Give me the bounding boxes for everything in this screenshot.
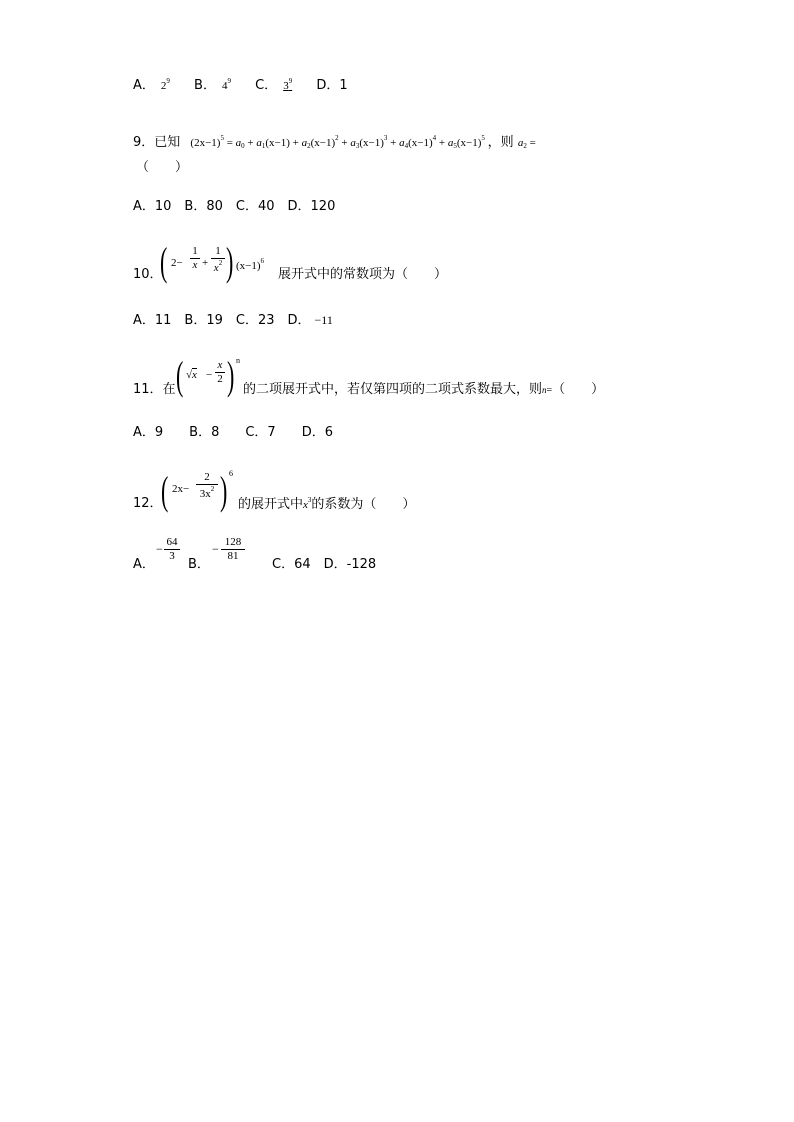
- q12-text: [238, 497, 415, 511]
- q8-a-exp: 9: [166, 77, 170, 85]
- q12-option-b-sign: −: [212, 542, 219, 556]
- q11-eq: =: [546, 385, 553, 396]
- q10-tail-exp: 6: [260, 257, 265, 265]
- q12-option-a-label: A．: [133, 557, 155, 572]
- q12-option-a-frac: [164, 537, 180, 562]
- q10-tail: [236, 258, 264, 272]
- q11-number: 11．在: [133, 382, 176, 397]
- q9-a1: a: [256, 137, 262, 149]
- q12-frac-den-exp: 2: [210, 485, 215, 493]
- q10-frac2-den: x: [213, 262, 219, 274]
- q9-a4-exp: 4: [432, 134, 437, 142]
- q8-option-c-label: C．: [255, 78, 278, 93]
- q11-text-body: 的二项展开式中，若仅第四项的二项式系数最大，则: [243, 382, 543, 397]
- q9-plus-1: +: [247, 137, 254, 149]
- q10-frac1-den: x: [192, 259, 198, 271]
- q9-a3: a: [350, 137, 356, 149]
- q10-tail-base: (x−1): [236, 260, 261, 272]
- q12-option-b-label: B．: [188, 557, 210, 572]
- q8-b-base: 4: [221, 80, 228, 92]
- q11-text: [243, 383, 604, 396]
- q9-a3-factor: (x−1): [359, 137, 384, 149]
- q9-a4-sub: 4: [404, 142, 409, 150]
- q12-text-2: 的系数为（ ）: [311, 497, 416, 512]
- q9-a5: a: [447, 137, 454, 149]
- q8-option-c: [283, 77, 293, 92]
- q8-option-b-label: B．: [194, 78, 216, 93]
- q9-number: 9．已知: [133, 135, 181, 150]
- q12-frac: [196, 472, 218, 500]
- q11-left-paren: (: [176, 353, 184, 398]
- q10-frac1: [190, 246, 200, 271]
- q8-option-d: D．1: [316, 78, 348, 93]
- q9-ask-a: a: [517, 137, 524, 149]
- q10-options: [133, 314, 333, 327]
- q10-frac2-num: 1: [215, 245, 221, 257]
- q12-text-1: 的展开式中: [238, 497, 304, 512]
- q12-option-b-frac: [221, 537, 245, 562]
- q10-plus: +: [202, 257, 209, 269]
- q12-frac-num: 2: [204, 471, 210, 483]
- q12-lead: 2x−: [172, 483, 190, 495]
- q11-sqrt-x: x: [192, 369, 197, 381]
- q8-option-b: [221, 77, 231, 92]
- q8-options: [133, 78, 348, 92]
- q10-options-text: A．11 B．19 C．23 D．: [133, 313, 311, 328]
- q9-ask-eq: =: [529, 137, 536, 149]
- q9-a3-sub: 3: [355, 142, 360, 150]
- q12-frac-den: 3x: [199, 488, 211, 500]
- q8-a-base: 2: [160, 80, 167, 92]
- q8-b-exp: 9: [227, 77, 231, 85]
- q9-a5-factor: (x−1): [456, 137, 482, 149]
- q9-a2-factor: (x−1): [310, 137, 336, 149]
- q9-a5-exp: 5: [481, 134, 485, 142]
- q12-x3-base: x: [303, 499, 308, 511]
- q9-plus-2: +: [292, 137, 299, 149]
- q9-ask: [518, 137, 536, 149]
- q8-option-a: [160, 77, 170, 92]
- q9-then: ，则: [487, 135, 514, 150]
- q11-frac-num: x: [217, 359, 223, 371]
- q8-c-exp: 9: [288, 77, 293, 85]
- q9-ask-sub: 2: [523, 142, 527, 150]
- q10-frac1-num: 1: [192, 245, 198, 257]
- q11-minus: −: [206, 369, 213, 381]
- q9-a4: a: [399, 137, 405, 149]
- q10-frac2-den-exp: 2: [218, 259, 223, 267]
- q12-a-den: 3: [169, 550, 175, 562]
- q12-left-paren: (: [161, 468, 169, 513]
- q10-left-paren: (: [160, 239, 168, 284]
- q10-two: 2−: [171, 257, 183, 269]
- q11-options: A．9 B．8 C．7 D．6: [133, 425, 333, 440]
- q10-option-d-value: −11: [314, 313, 333, 327]
- q9-a4-factor: (x−1): [408, 137, 433, 149]
- q8-c-base: 3: [283, 80, 289, 92]
- q11-frac: [215, 360, 225, 385]
- q9-a2-exp: 2: [335, 134, 339, 142]
- q11-sqrt: [186, 370, 197, 381]
- q9-a5-sub: 5: [453, 142, 457, 150]
- q9-a3-exp: 3: [383, 134, 388, 142]
- q12-x3-exp: 3: [307, 496, 312, 504]
- q12-right-paren: ): [220, 468, 228, 513]
- q12-options-cd: C．64 D．-128: [272, 557, 377, 572]
- q12-b-num: 128: [224, 536, 242, 548]
- q9-a2-sub: 2: [307, 142, 311, 150]
- q10-frac2: [211, 246, 225, 274]
- q11-frac-den: 2: [217, 373, 223, 385]
- q8-option-a-label: A．: [133, 78, 155, 93]
- q11-exp: n: [236, 356, 240, 365]
- q9-a2: a: [301, 137, 308, 149]
- q9-lhs: (2x−1): [190, 137, 221, 149]
- q9-equals: =: [226, 137, 233, 149]
- q11-n: n: [542, 385, 547, 395]
- q9-lhs-exp: 5: [220, 134, 224, 142]
- q9-a0: a: [235, 137, 242, 149]
- q12-exp: 6: [229, 469, 233, 478]
- q12-b-den: 81: [227, 550, 239, 562]
- q9-plus-4: +: [390, 137, 397, 149]
- radical-icon: √: [186, 369, 193, 381]
- q10-text: 展开式中的常数项为（ ）: [278, 267, 448, 282]
- q9-equation: [190, 134, 487, 150]
- q9-stem: [133, 135, 536, 150]
- q9-options: A．10 B．80 C．40 D．120: [133, 199, 336, 214]
- q11-right-paren: ): [227, 353, 235, 398]
- q12-a-num: 64: [166, 536, 178, 548]
- q10-number: 10．: [133, 267, 163, 282]
- q9-blank: （ ）: [136, 160, 189, 175]
- q9-a1-sub: 1: [261, 142, 266, 150]
- q11-blank: （ ）: [552, 382, 605, 397]
- q9-a0-sub: 0: [241, 142, 245, 150]
- q9-plus-3: +: [341, 137, 348, 149]
- q12-option-a-sign: −: [156, 542, 163, 556]
- q10-right-paren: ): [226, 239, 234, 284]
- q9-a1-factor: (x−1): [265, 137, 290, 149]
- q9-plus-5: +: [438, 137, 446, 149]
- q12-number: 12．: [133, 496, 163, 511]
